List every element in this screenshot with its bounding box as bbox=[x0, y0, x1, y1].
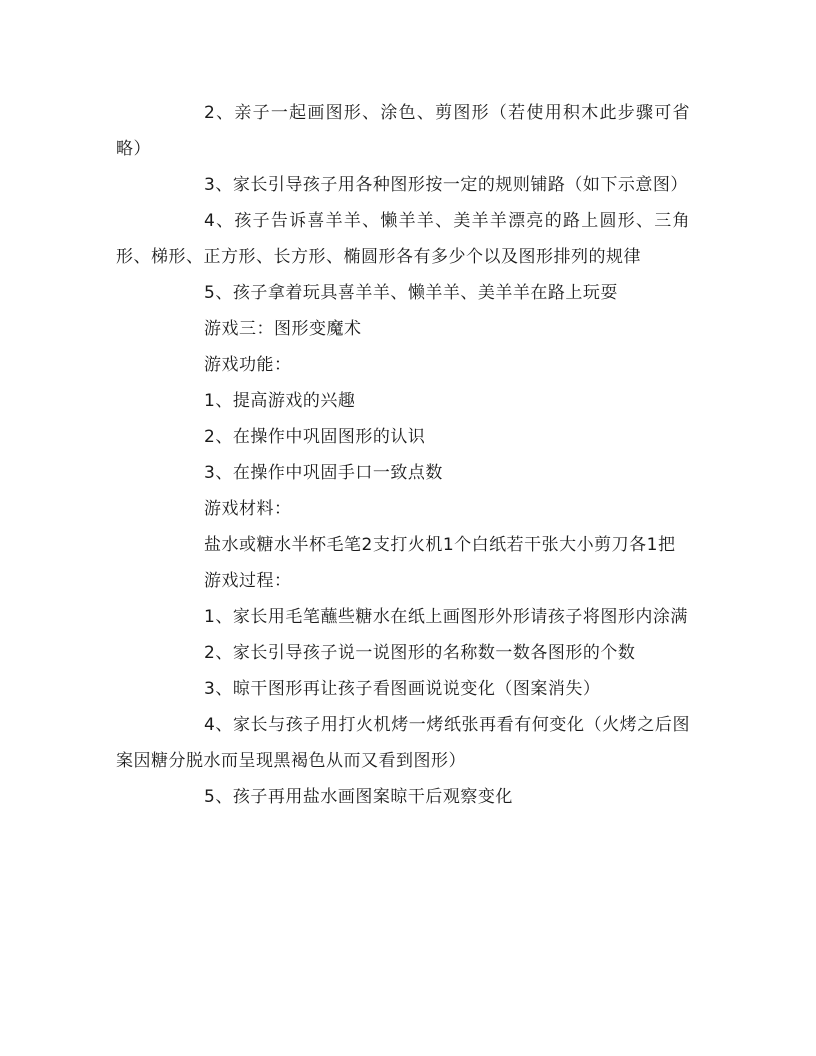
paragraph-step-2-draw: 2、亲子一起画图形、涂色、剪图形（若使用积木此步骤可省略） bbox=[116, 103, 690, 159]
process-step-2: 2、家长引导孩子说一说图形的名称数一数各图形的个数 bbox=[204, 643, 636, 663]
paragraph-step-4-count: 4、孩子告诉喜羊羊、懒羊羊、美羊羊漂亮的路上圆形、三角形、梯形、正方形、长方形、椭圆形各有多少个以及图形排列的规律 bbox=[116, 211, 690, 267]
process-step-1: 1、家长用毛笔蘸些糖水在纸上画图形外形请孩子将图形内涂满 bbox=[204, 607, 688, 627]
paragraph-step-3-pave: 3、家长引导孩子用各种图形按一定的规则铺路（如下示意图） bbox=[204, 175, 688, 195]
section-heading-game-three: 游戏三：图形变魔术 bbox=[204, 319, 362, 339]
process-step-4: 4、家长与孩子用打火机烤一烤纸张再看有何变化（火烤之后图案因糖分脱水而呈现黑褐色从而又看到图形） bbox=[116, 715, 690, 771]
paragraph-step-5-play: 5、孩子拿着玩具喜羊羊、懒羊羊、美羊羊在路上玩耍 bbox=[204, 283, 618, 303]
function-item-2: 2、在操作中巩固图形的认识 bbox=[204, 427, 426, 447]
subheading-game-function: 游戏功能： bbox=[204, 355, 292, 375]
function-item-1: 1、提高游戏的兴趣 bbox=[204, 391, 356, 411]
process-step-5: 5、孩子再用盐水画图案晾干后观察变化 bbox=[204, 787, 513, 807]
function-item-3: 3、在操作中巩固手口一致点数 bbox=[204, 463, 443, 483]
document-body bbox=[116, 95, 690, 815]
subheading-game-materials: 游戏材料： bbox=[204, 499, 292, 519]
subheading-game-process: 游戏过程： bbox=[204, 571, 292, 591]
materials-list: 盐水或糖水半杯毛笔2支打火机1个白纸若干张大小剪刀各1把 bbox=[204, 535, 676, 555]
process-step-3: 3、晾干图形再让孩子看图画说说变化（图案消失） bbox=[204, 679, 601, 699]
